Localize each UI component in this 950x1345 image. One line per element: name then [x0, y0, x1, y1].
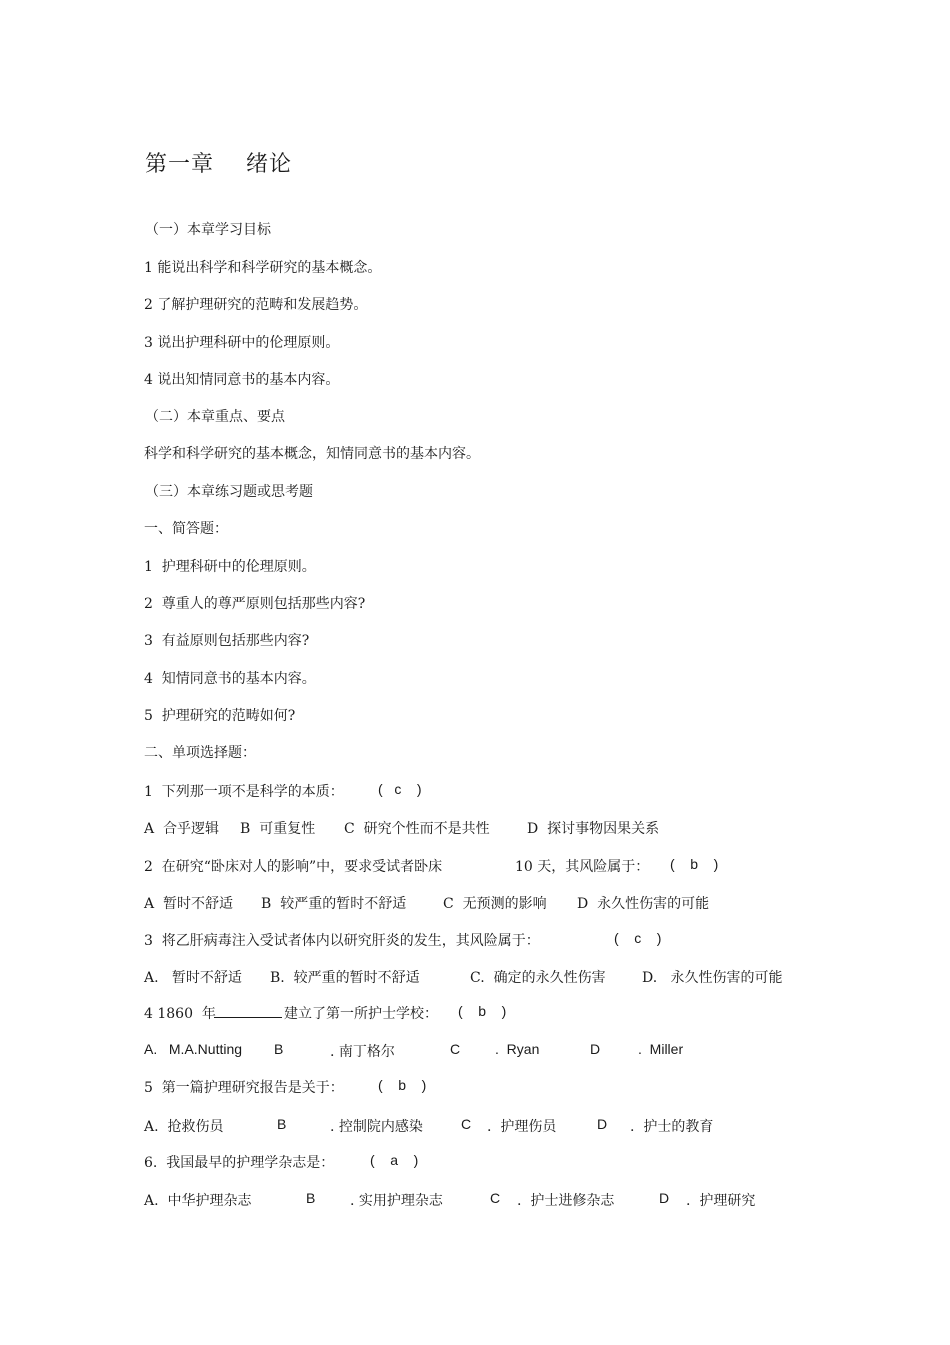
option-b-text: . 南丁格尔 — [330, 1044, 395, 1060]
question-4-stem-end: 建立了第一所护士学校： — [284, 1006, 438, 1022]
short-answer-item: 1 护理科研中的伦理原则。 — [144, 559, 316, 575]
option-a: A 暂时不舒适 — [144, 896, 234, 912]
question-2-stem-continued: 10 天，其风险属于： — [515, 859, 650, 875]
short-answer-heading: 一、简答题： — [144, 521, 228, 537]
goal-item: 1 能说出科学和科学研究的基本概念。 — [144, 260, 382, 276]
option-b-text: . 实用护理杂志 — [350, 1193, 443, 1209]
option-d: D 探讨事物因果关系 — [527, 821, 660, 837]
option-c: C 研究个性而不是共性 — [344, 821, 490, 837]
short-answer-item: 4 知情同意书的基本内容。 — [144, 671, 316, 687]
option-d: D. 永久性伤害的可能 — [642, 970, 783, 986]
option-a: A. M.A.Nutting — [144, 1041, 243, 1057]
question-2-stem: 2 在研究“卧床对人的影响”中，要求受试者卧床 — [144, 859, 443, 875]
chapter-title: 第一章 绪论 — [145, 152, 292, 177]
question-3-answer: ( c ) — [614, 930, 662, 946]
option-d-letter: D — [590, 1041, 601, 1057]
question-6-stem: 6. 我国最早的护理学杂志是： — [144, 1155, 335, 1171]
short-answer-item: 3 有益原则包括那些内容? — [144, 633, 310, 649]
option-c-letter: C — [461, 1116, 472, 1132]
option-a: A. 中华护理杂志 — [144, 1193, 252, 1209]
question-5-stem: 5 第一篇护理研究报告是关于： — [144, 1080, 344, 1096]
option-c-letter: C — [490, 1190, 501, 1206]
option-b: B 较严重的暂时不舒适 — [261, 896, 407, 912]
single-choice-heading: 二、单项选择题： — [144, 745, 256, 761]
option-b: B. 较严重的暂时不舒适 — [270, 970, 420, 986]
goal-item: 2 了解护理研究的范畴和发展趋势。 — [144, 297, 368, 313]
exercise-heading: （三）本章练习题或思考题 — [145, 484, 313, 500]
short-answer-item: 5 护理研究的范畴如何? — [144, 708, 296, 724]
question-6-answer: ( a ) — [370, 1152, 419, 1168]
question-3-stem: 3 将乙肝病毒注入受试者体内以研究肝炎的发生，其风险属于： — [144, 933, 540, 949]
goal-item: 3 说出护理科研中的伦理原则。 — [144, 335, 340, 351]
question-1-answer: ( c ) — [378, 781, 422, 797]
option-d: D 永久性伤害的可能 — [577, 896, 710, 912]
option-a: A. 暂时不舒适 — [144, 970, 242, 986]
option-b-text: . 控制院内感染 — [330, 1119, 423, 1135]
option-b-letter: B — [274, 1041, 284, 1057]
option-c-text: . 护士进修杂志 — [517, 1193, 615, 1209]
key-points-text: 科学和科学研究的基本概念，知情同意书的基本内容。 — [144, 446, 480, 462]
option-c: C 无预测的影响 — [443, 896, 547, 912]
key-points-heading: （二）本章重点、要点 — [145, 409, 285, 425]
question-4-stem-start: 4 1860 年 — [144, 1006, 216, 1022]
option-d-letter: D — [597, 1116, 608, 1132]
option-b: B 可重复性 — [240, 821, 316, 837]
short-answer-item: 2 尊重人的尊严原则包括那些内容? — [144, 596, 366, 612]
option-b-letter: B — [306, 1190, 316, 1206]
question-4-blank — [214, 1003, 282, 1019]
goal-item: 4 说出知情同意书的基本内容。 — [144, 372, 340, 388]
option-c-text: . 护理伤员 — [487, 1119, 557, 1135]
option-d-letter: D — [659, 1190, 670, 1206]
option-a: A 合乎逻辑 — [144, 821, 220, 837]
question-4-answer: ( b ) — [458, 1003, 507, 1019]
option-d-text: . Miller — [638, 1041, 684, 1057]
option-d-text: . 护士的教育 — [630, 1119, 714, 1135]
goals-heading: （一）本章学习目标 — [145, 222, 271, 238]
option-c: C. 确定的永久性伤害 — [470, 970, 606, 986]
option-a: A. 抢救伤员 — [144, 1119, 224, 1135]
question-2-answer: ( b ) — [670, 856, 719, 872]
option-c-letter: C — [450, 1041, 461, 1057]
option-b-letter: B — [277, 1116, 287, 1132]
option-d-text: . 护理研究 — [686, 1193, 756, 1209]
question-1-stem: 1 下列那一项不是科学的本质： — [144, 784, 344, 800]
option-c-text: . Ryan — [495, 1041, 540, 1057]
question-5-answer: ( b ) — [378, 1077, 427, 1093]
